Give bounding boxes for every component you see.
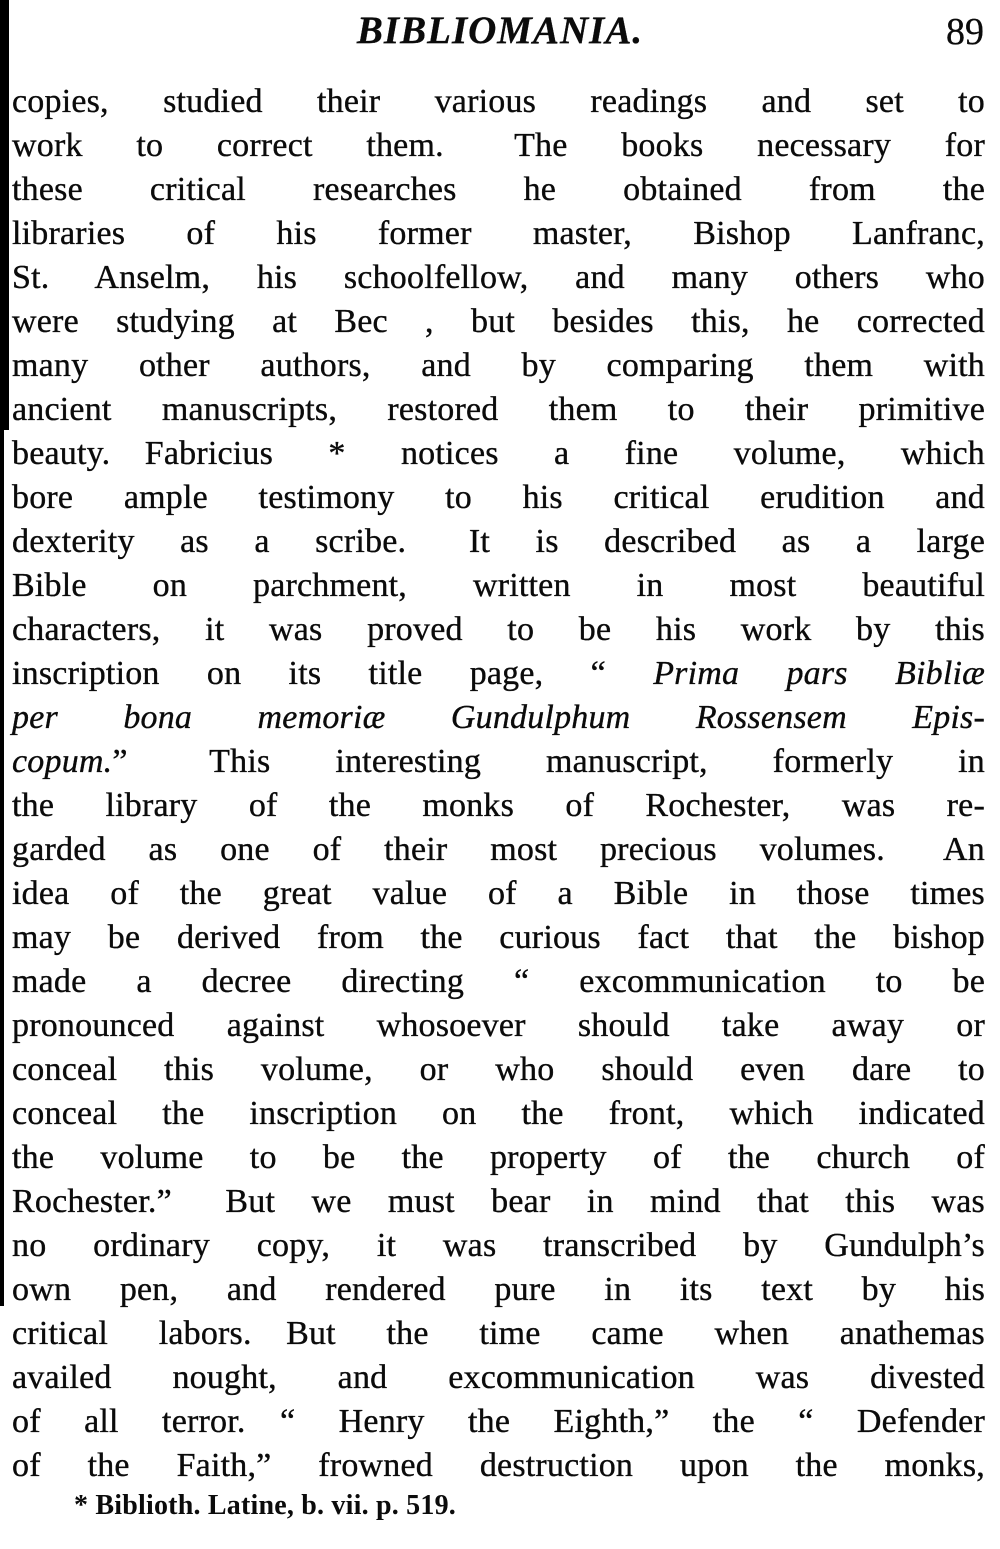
text-line — [12, 1004, 985, 1048]
text-segment: Bible on parchment, written in most beautiful — [12, 567, 985, 604]
text-line — [12, 960, 985, 1004]
footnote-text: * Biblioth. Latine, b. vii. p. 519. — [74, 1490, 456, 1521]
text-line — [12, 608, 985, 652]
text-segment: ancient manuscripts, restored them to their primitive — [12, 391, 985, 428]
text-segment: the library of the monks of Rochester, was re- — [12, 787, 985, 824]
text-line — [12, 168, 985, 212]
text-line — [12, 344, 985, 388]
inline-latin-quote: per bona memoriæ Gundulphum Rossensem Epis- — [12, 699, 985, 736]
text-segment: of all terror. “ Henry the Eighth,” the “ Defender — [12, 1403, 985, 1440]
text-segment: own pen, and rendered pure in its text by his — [12, 1271, 985, 1308]
text-line — [12, 1048, 985, 1092]
text-line — [12, 916, 985, 960]
text-segment: libraries of his former master, Bishop Lanfranc, — [12, 215, 985, 252]
page-title: BIBLIOMANIA. — [356, 9, 644, 52]
text-line — [12, 1268, 985, 1312]
text-line — [12, 520, 985, 564]
text-segment: beauty. Fabricius * notices a fine volume, which — [12, 435, 985, 472]
text-line — [12, 388, 985, 432]
text-line — [12, 696, 985, 740]
text-segment: pronounced against whosoever should take away or — [12, 1007, 985, 1044]
text-line — [12, 300, 985, 344]
text-segment: Rochester.” But we must bear in mind that this was — [12, 1183, 985, 1220]
text-line — [12, 1356, 985, 1400]
text-segment: of the Faith,” frowned destruction upon the monks, — [12, 1447, 985, 1484]
text-segment: copies, studied their various readings and set to — [12, 83, 985, 120]
scan-edge-artifact — [0, 0, 4, 1306]
text-segment: bore ample testimony to his critical erudition and — [12, 479, 985, 516]
text-segment: many other authors, and by comparing them with — [12, 347, 985, 384]
text-segment: critical labors. But the time came when anathemas — [12, 1315, 985, 1352]
text-line — [12, 432, 985, 476]
body-text — [12, 80, 985, 1488]
text-segment: were studying at Bec , but besides this, he corrected — [12, 303, 985, 340]
text-segment: conceal this volume, or who should even dare to — [12, 1051, 985, 1088]
text-line — [12, 784, 985, 828]
text-segment: ” This interesting manuscript, formerly in — [112, 743, 985, 780]
text-line — [12, 80, 985, 124]
inline-latin-quote: Prima pars Bibliæ — [653, 655, 985, 692]
text-line — [12, 740, 985, 784]
text-segment: conceal the inscription on the front, which indicated — [12, 1095, 985, 1132]
page-number: 89 — [946, 11, 984, 53]
text-line — [12, 1312, 985, 1356]
text-line — [12, 476, 985, 520]
text-segment: no ordinary copy, it was transcribed by Gundulph’s — [12, 1227, 985, 1264]
text-line — [12, 1224, 985, 1268]
text-segment: garded as one of their most precious volumes. An — [12, 831, 985, 868]
text-line — [12, 872, 985, 916]
text-segment: dexterity as a scribe. It is described as a large — [12, 523, 985, 560]
text-segment: availed nought, and excommunication was divested — [12, 1359, 985, 1396]
text-line — [12, 124, 985, 168]
footnote — [74, 1490, 456, 1522]
text-line — [12, 1180, 985, 1224]
text-segment: these critical researches he obtained from the — [12, 171, 985, 208]
text-line — [12, 1092, 985, 1136]
text-line — [12, 828, 985, 872]
text-segment: characters, it was proved to be his work by this — [12, 611, 985, 648]
text-segment: the volume to be the property of the church of — [12, 1139, 985, 1176]
text-segment: made a decree directing “ excommunication to be — [12, 963, 985, 1000]
text-line — [12, 1400, 985, 1444]
text-line — [12, 212, 985, 256]
text-line — [12, 564, 985, 608]
text-line — [12, 256, 985, 300]
text-segment: may be derived from the curious fact that the bishop — [12, 919, 985, 956]
text-line — [12, 1136, 985, 1180]
text-segment: idea of the great value of a Bible in those times — [12, 875, 985, 912]
inline-latin-quote: copum. — [12, 743, 113, 780]
text-segment: work to correct them. The books necessary for — [12, 127, 985, 164]
text-segment: inscription on its title page, “ — [12, 655, 654, 692]
text-segment: St. Anselm, his schoolfellow, and many others who — [12, 259, 985, 296]
running-header — [0, 8, 1000, 62]
text-line — [12, 652, 985, 696]
text-line — [12, 1444, 985, 1488]
